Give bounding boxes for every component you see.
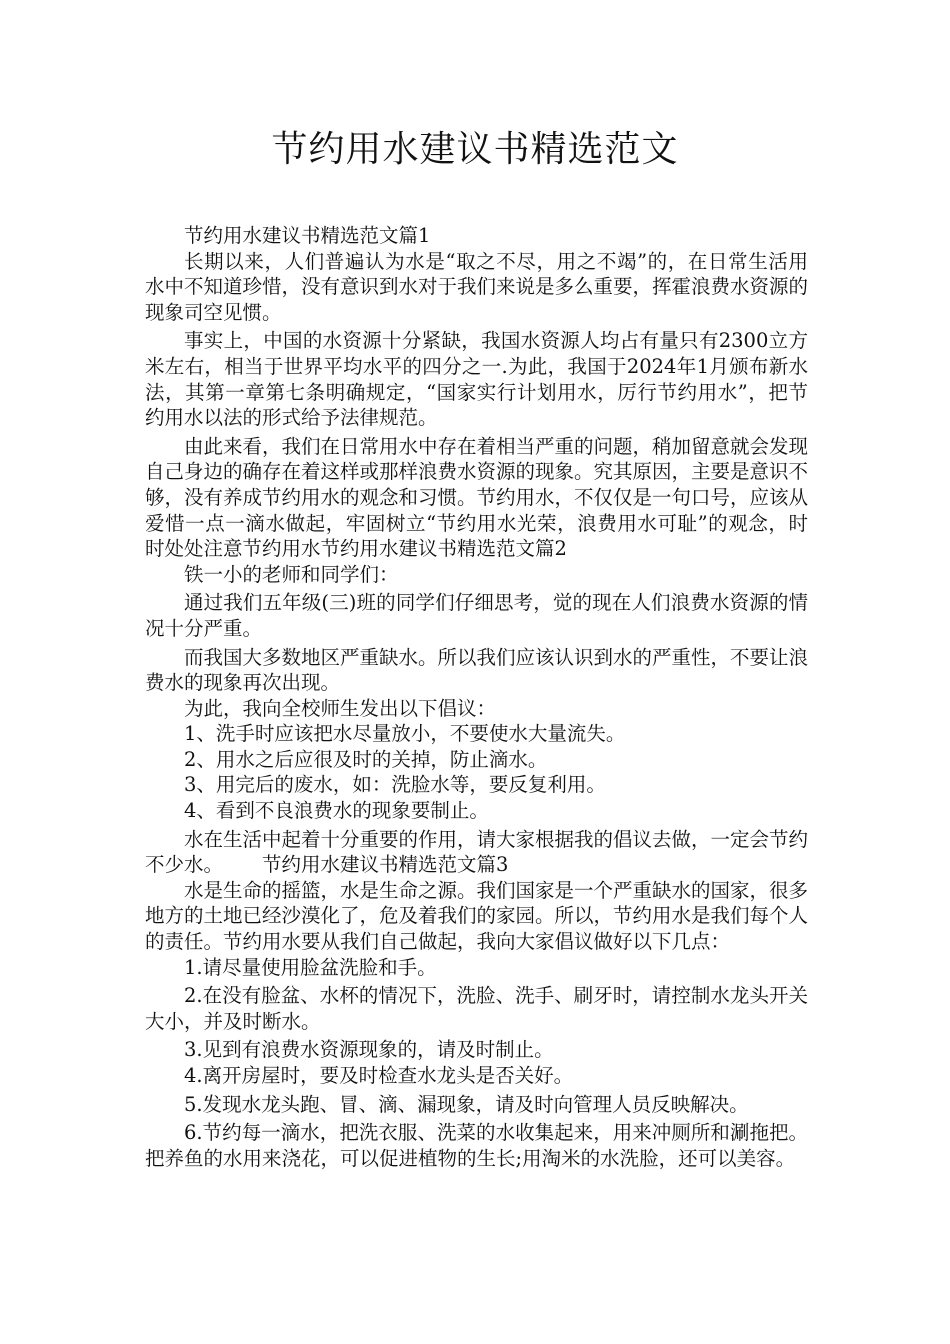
list-item: 2.在没有脸盆、水杯的情况下，洗脸、洗手、刷牙时，请控制水龙头开关大小，并及时断水。 <box>145 984 808 1033</box>
list-item: 3.见到有浪费水资源现象的，请及时制止。 <box>184 1038 554 1062</box>
paragraph: 长期以来，人们普遍认为水是“取之不尽，用之不竭”的，在日常生活用水中不知道珍惜，没有意识到水对于我们来说是多么重要，挥霍浪费水资源的现象司空见惯。 <box>145 249 809 324</box>
section-heading-1: 节约用水建议书精选范文篇1 <box>184 224 431 247</box>
paragraph: 为此，我向全校师生发出以下倡议： <box>184 696 497 720</box>
list-item: 4.离开房屋时，要及时检查水龙头是否关好。 <box>184 1064 574 1087</box>
list-item: 5.发现水龙头跑、冒、滴、漏现象，请及时向管理人员反映解决。 <box>184 1092 749 1116</box>
document-title: 节约用水建议书精选范文 <box>271 129 679 170</box>
paragraph: 由此来看，我们在日常用水中存在着相当严重的问题，稍加留意就会发现自己身边的确存在着这样或那样浪费水资源的现象。究其原因，主要是意识不够，没有养成节约用水的观念和习惯。节约用水，不仅仅是一句口号，应该从爱惜一点一滴水做起，牢固树立“节约用水光荣，浪费用水可耻”的观念，时时处处注意节约用水节约用水建议书精选范文篇2 <box>145 434 809 561</box>
paragraph: 而我国大多数地区严重缺水。所以我们应该认识到水的严重性，不要让浪费水的现象再次出现。 <box>145 645 809 695</box>
list-item: 2、用水之后应很及时的关掉，防止滴水。 <box>184 747 548 771</box>
list-item: 1、洗手时应该把水尽量放小，不要使水大量流失。 <box>184 722 626 746</box>
document-body <box>145 223 808 1171</box>
section-heading-3: 节约用水建议书精选范文篇3 <box>262 853 509 877</box>
list-item: 4、看到不良浪费水的现象要制止。 <box>184 799 489 823</box>
paragraph: 水是生命的摇篮，水是生命之源。我们国家是一个严重缺水的国家，很多地方的土地已经沙漠化了，危及着我们的家园。所以，节约用水是我们每个人的责任。节约用水要从我们自己做起，我向大家倡议做好以下几点： <box>145 878 809 954</box>
list-item: 3、用完后的废水，如：洗脸水等，要反复利用。 <box>184 773 606 797</box>
list-item: 6.节约每一滴水，把洗衣服、洗菜的水收集起来，用来冲厕所和涮拖把。把养鱼的水用来浇花，可以促进植物的生长;用淘米的水洗脸，还可以美容。 <box>145 1121 808 1170</box>
paragraph <box>145 827 808 878</box>
paragraph-text: 水在生活中起着十分重要的作用，请大家根据我的倡议去做，一定会节约不少水。 <box>145 827 809 877</box>
list-item: 1.请尽量使用脸盆洗脸和手。 <box>184 955 437 979</box>
paragraph: 通过我们五年级(三)班的同学们仔细思考，觉的现在人们浪费水资源的情况十分严重。 <box>145 591 808 640</box>
paragraph: 事实上，中国的水资源十分紧缺，我国水资源人均占有量只有2300立方米左右，相当于世界平均水平的四分之一.为此，我国于2024年1月颁布新水法，其第一章第七条明确规定，“国家实行计划用水，厉行节约用水”，把节约用水以法的形式给予法律规范。 <box>145 329 808 430</box>
greeting: 铁一小的老师和同学们： <box>184 562 399 586</box>
